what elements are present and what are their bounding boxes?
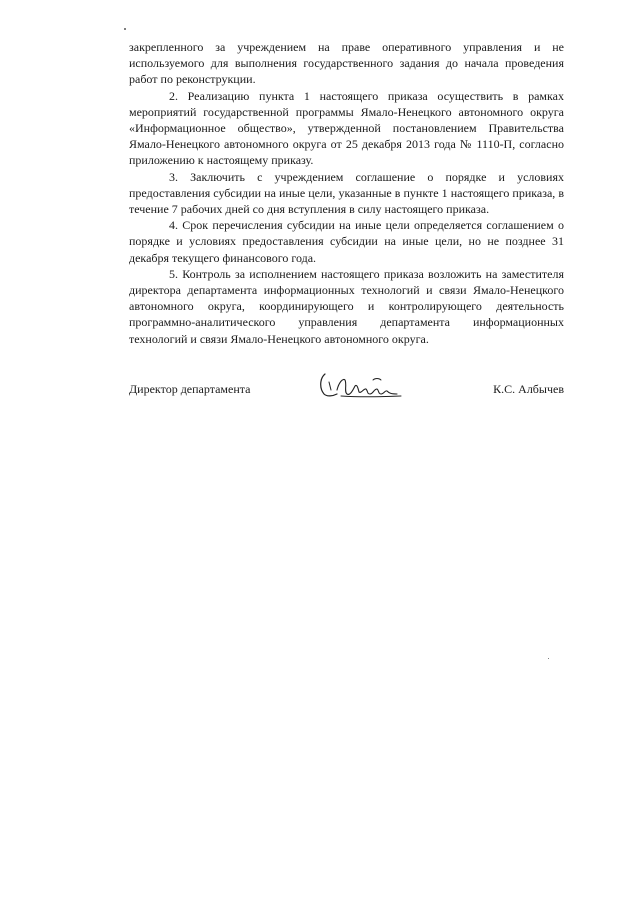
scan-speck <box>124 28 126 30</box>
paragraph-item-2: 2. Реализацию пункта 1 настоящего приказа осуществить в рамках мероприятий государственной программы Ямало-Ненецкого автономного округа «Информационное общество», утвержденной постановлением Правительства Ямало-Ненецкого автономного округа от 25 декабря 2013 года № 1110-П, согласно приложению к настоящему приказу. <box>129 88 564 168</box>
signature-block <box>129 382 564 422</box>
paragraph-continuation: закрепленного за учреждением на праве оперативного управления и не используемого для выполнения государственного задания до начала проведения работ по реконструкции. <box>129 40 564 87</box>
document-body <box>129 39 564 347</box>
paragraph-item-4: 4. Срок перечисления субсидии на иные цели определяется соглашением о порядке и условиях предоставления субсидии на иные цели, но не позднее 31 декабря текущего финансового года. <box>129 218 564 265</box>
scan-speck <box>548 658 549 659</box>
handwritten-signature <box>317 368 407 404</box>
paragraph-item-5: 5. Контроль за исполнением настоящего приказа возложить на заместителя директора департамента информационных технологий и связи Ямало-Ненецкого автономного округа, координирующего и контролирующего деятельность программно-аналитического управления департамента информационных технологий и связи Ямало-Ненецкого автономного округа. <box>129 266 564 346</box>
signatory-name: К.С. Албычев <box>493 382 564 396</box>
paragraph-item-3: 3. Заключить с учреждением соглашение о порядке и условиях предоставления субсидии на иные цели, указанные в пункте 1 настоящего приказа, в течение 7 рабочих дней со дня вступления в силу настоящего приказа. <box>129 169 564 217</box>
signatory-title: Директор департамента <box>129 382 251 396</box>
